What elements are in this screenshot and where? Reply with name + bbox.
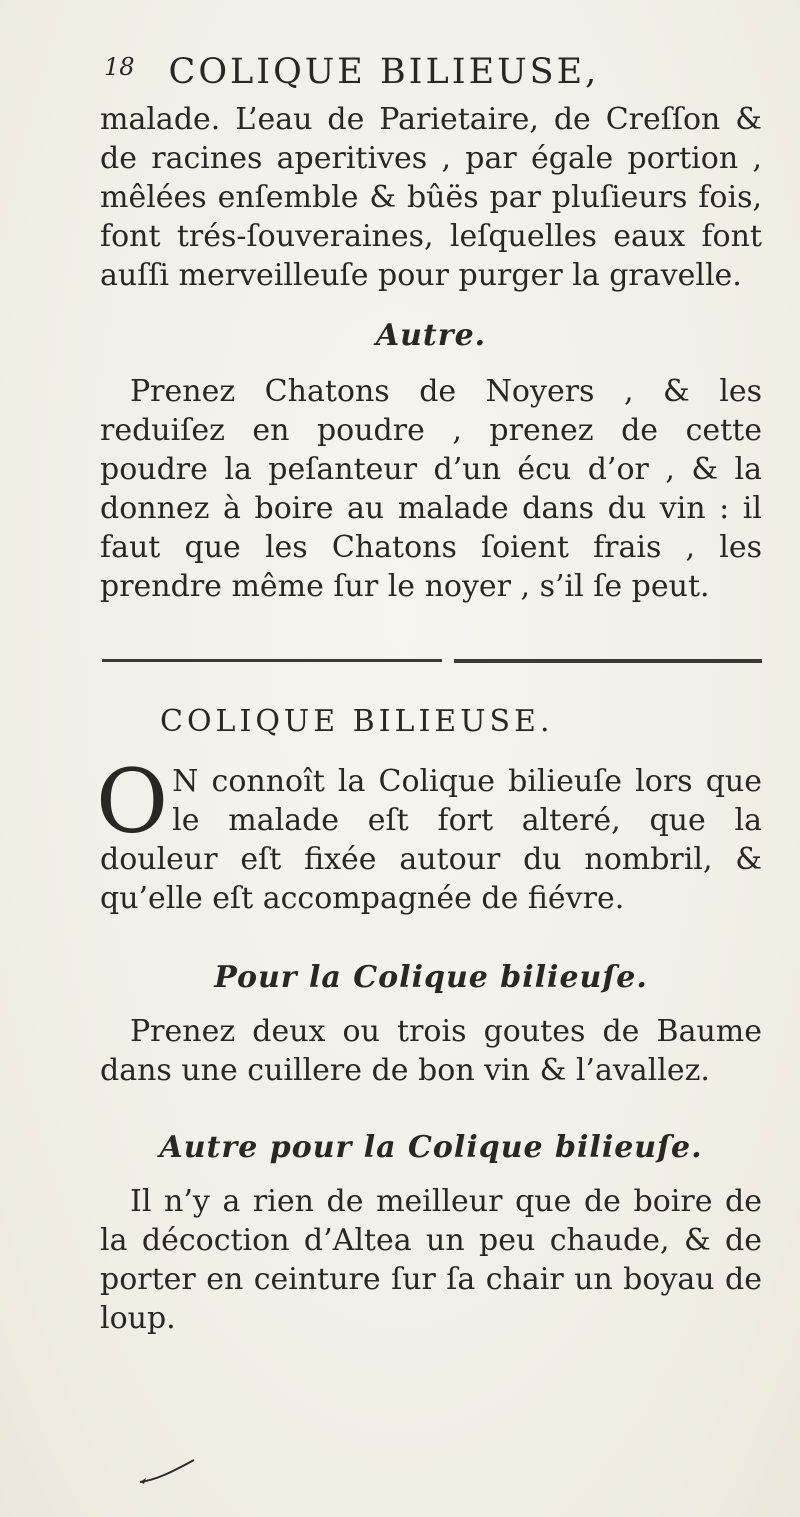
- paragraph-2: Prenez Chatons de Noyers , & les reduiſez en poudre , prenez de cette poudre la peſanteur d’un écu d’or , & la donnez à boire au malade dans du vin : il faut que les Chatons ſoient frais , les prendre même ſur le noyer , s’il ſe peut.: [100, 374, 762, 604]
- paragraph-4-block: [100, 1012, 762, 1090]
- paragraph-1-block: [100, 100, 762, 295]
- drop-cap: O: [96, 750, 169, 853]
- paragraph-4: Prenez deux ou trois goutes de Baume dans une cuillere de bon vin & l’avallez.: [100, 1014, 762, 1088]
- paragraph-5-block: [100, 1182, 762, 1338]
- page-number: 18: [104, 53, 135, 81]
- section-rule: [102, 658, 762, 664]
- subhead-pour-la-colique: Pour la Colique bilieuſe.: [214, 960, 648, 995]
- running-head: [104, 52, 764, 92]
- paragraph-2-block: [100, 372, 762, 606]
- subhead-autre-pour: Autre pour la Colique bilieuſe.: [159, 1130, 703, 1165]
- paragraph-5: Il n’y a rien de meilleur que de boire de la décoction d’Altea un peu chaude, & de porter en ceinture ſur ſa chair un boyau de loup.: [100, 1184, 762, 1336]
- paragraph-3: [96, 750, 762, 918]
- paragraph-1: malade. L’eau de Parietaire, de Creſſon & de racines aperitives , par égale portion , mêlées enſemble & bûës par pluſieurs fois, font trés-ſouveraines, leſquelles eaux font auſſi merveilleuſe pour purger la gravelle.: [100, 102, 762, 293]
- section-title: COLIQUE BILIEUSE.: [160, 704, 554, 739]
- paragraph-3-block: [96, 750, 762, 918]
- running-title: COLIQUE BILIEUSE,: [168, 52, 600, 92]
- flourish-ornament-icon: [138, 1456, 198, 1486]
- paragraph-3-text: N connoît la Colique bilieuſe lors que le malade eſt fort alteré, que la douleur eſt fixée autour du nombril, & qu’elle eſt accompagnée de fiévre.: [100, 764, 762, 916]
- subhead-autre: Autre.: [375, 318, 487, 353]
